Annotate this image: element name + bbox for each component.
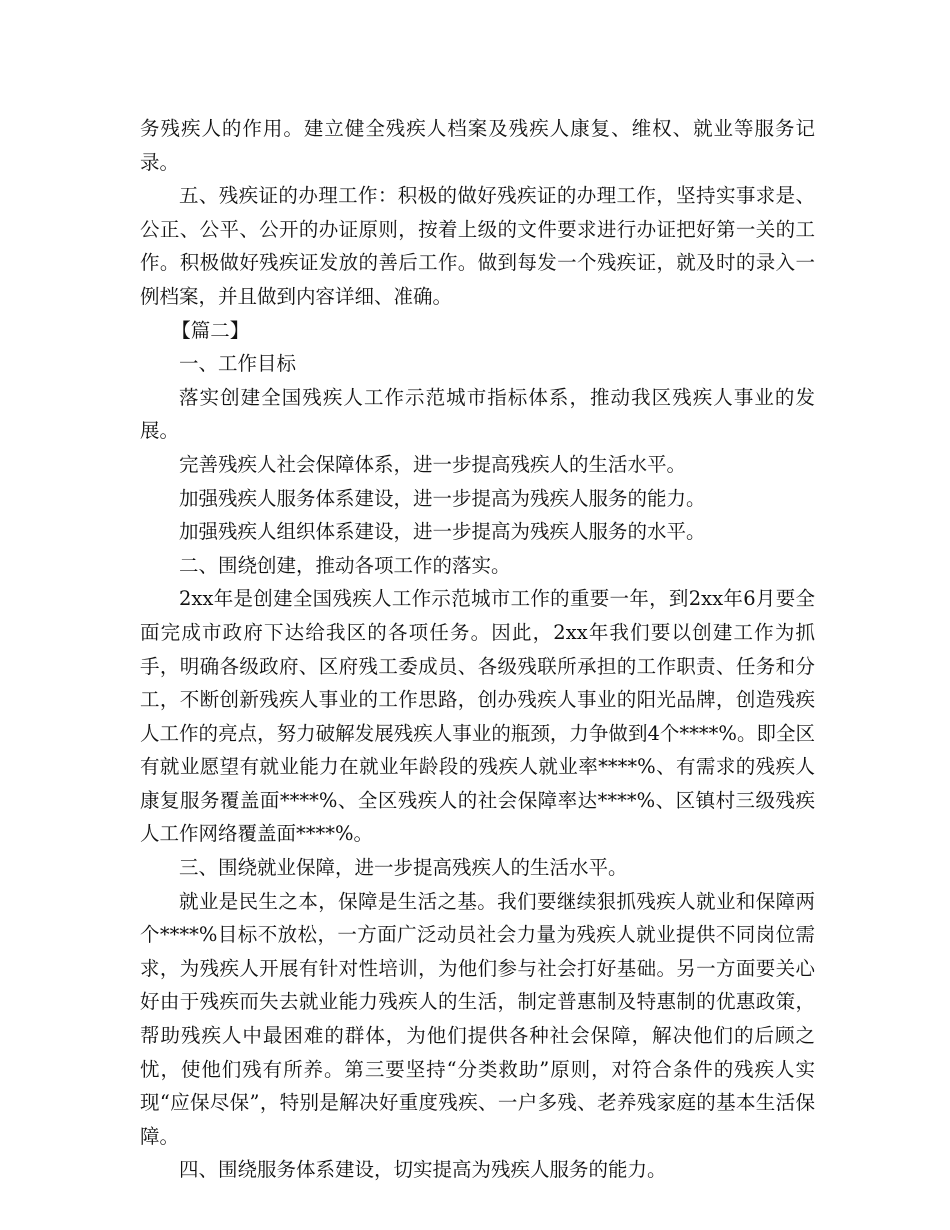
- paragraph-disability-certificate: 五、残疾证的办理工作：积极的做好残疾证的办理工作，坚持实事求是、公正、公平、公开的办证原则，按着上级的文件要求进行办证把好第一关的工作。积极做好残疾证发放的善后工作。做到每发一个残疾证，就及时的录入一例档案，并且做到内容详细、准确。: [140, 184, 815, 308]
- paragraph-continuation: 务残疾人的作用。建立健全残疾人档案及残疾人康复、维权、就业等服务记录。: [140, 117, 815, 174]
- heading-creation: 二、围绕创建，推动各项工作的落实。: [179, 553, 511, 577]
- goal-item-3: 加强残疾人服务体系建设，进一步提高为残疾人服务的能力。: [179, 486, 706, 510]
- goal-item-4: 加强残疾人组织体系建设，进一步提高为残疾人服务的水平。: [179, 520, 706, 544]
- document-body: [140, 112, 815, 1187]
- paragraph-creation-body: 2xx年是创建全国残疾人工作示范城市工作的重要一年，到2xx年6月要全面完成市政府下达给我区的各项任务。因此，2xx年我们要以创建工作为抓手，明确各级政府、区府残工委成员、各级残联所承担的工作职责、任务和分工，不断创新残疾人事业的工作思路，创办残疾人事业的阳光品牌，创造残疾人工作的亮点，努力破解发展残疾人事业的瓶颈，力争做到4个****%。即全区有就业愿望有就业能力在就业年龄段的残疾人就业率****%、有需求的残疾人康复服务覆盖面****%、全区残疾人的社会保障率达****%、区镇村三级残疾人工作网络覆盖面****%。: [140, 587, 815, 846]
- heading-work-goals: 一、工作目标: [179, 352, 297, 376]
- section-heading-part-two: 【篇二】: [171, 318, 250, 342]
- heading-service-system: 四、围绕服务体系建设，切实提高为残疾人服务的能力。: [179, 1158, 667, 1182]
- heading-employment: 三、围绕就业保障，进一步提高残疾人的生活水平。: [179, 856, 628, 880]
- goal-item-1: 落实创建全国残疾人工作示范城市指标体系，推动我区残疾人事业的发展。: [140, 385, 815, 443]
- goal-item-2: 完善残疾人社会保障体系，进一步提高残疾人的生活水平。: [179, 452, 687, 476]
- paragraph-employment-body: 就业是民生之本，保障是生活之基。我们要继续狠抓残疾人就业和保障两个****%目标不放松，一方面广泛动员社会力量为残疾人就业提供不同岗位需求，为残疾人开展有针对性培训，为他们参与社会打好基础。另一方面要关心好由于残疾而失去就业能力残疾人的生活，制定普惠制及特惠制的优惠政策，帮助残疾人中最困难的群体，为他们提供各种社会保障，解决他们的后顾之忧，使他们残有所养。第三要坚持“分类救助”原则，对符合条件的残疾人实现“应保尽保”，特别是解决好重度残疾、一户多残、老养残家庭的基本生活保障。: [140, 889, 815, 1148]
